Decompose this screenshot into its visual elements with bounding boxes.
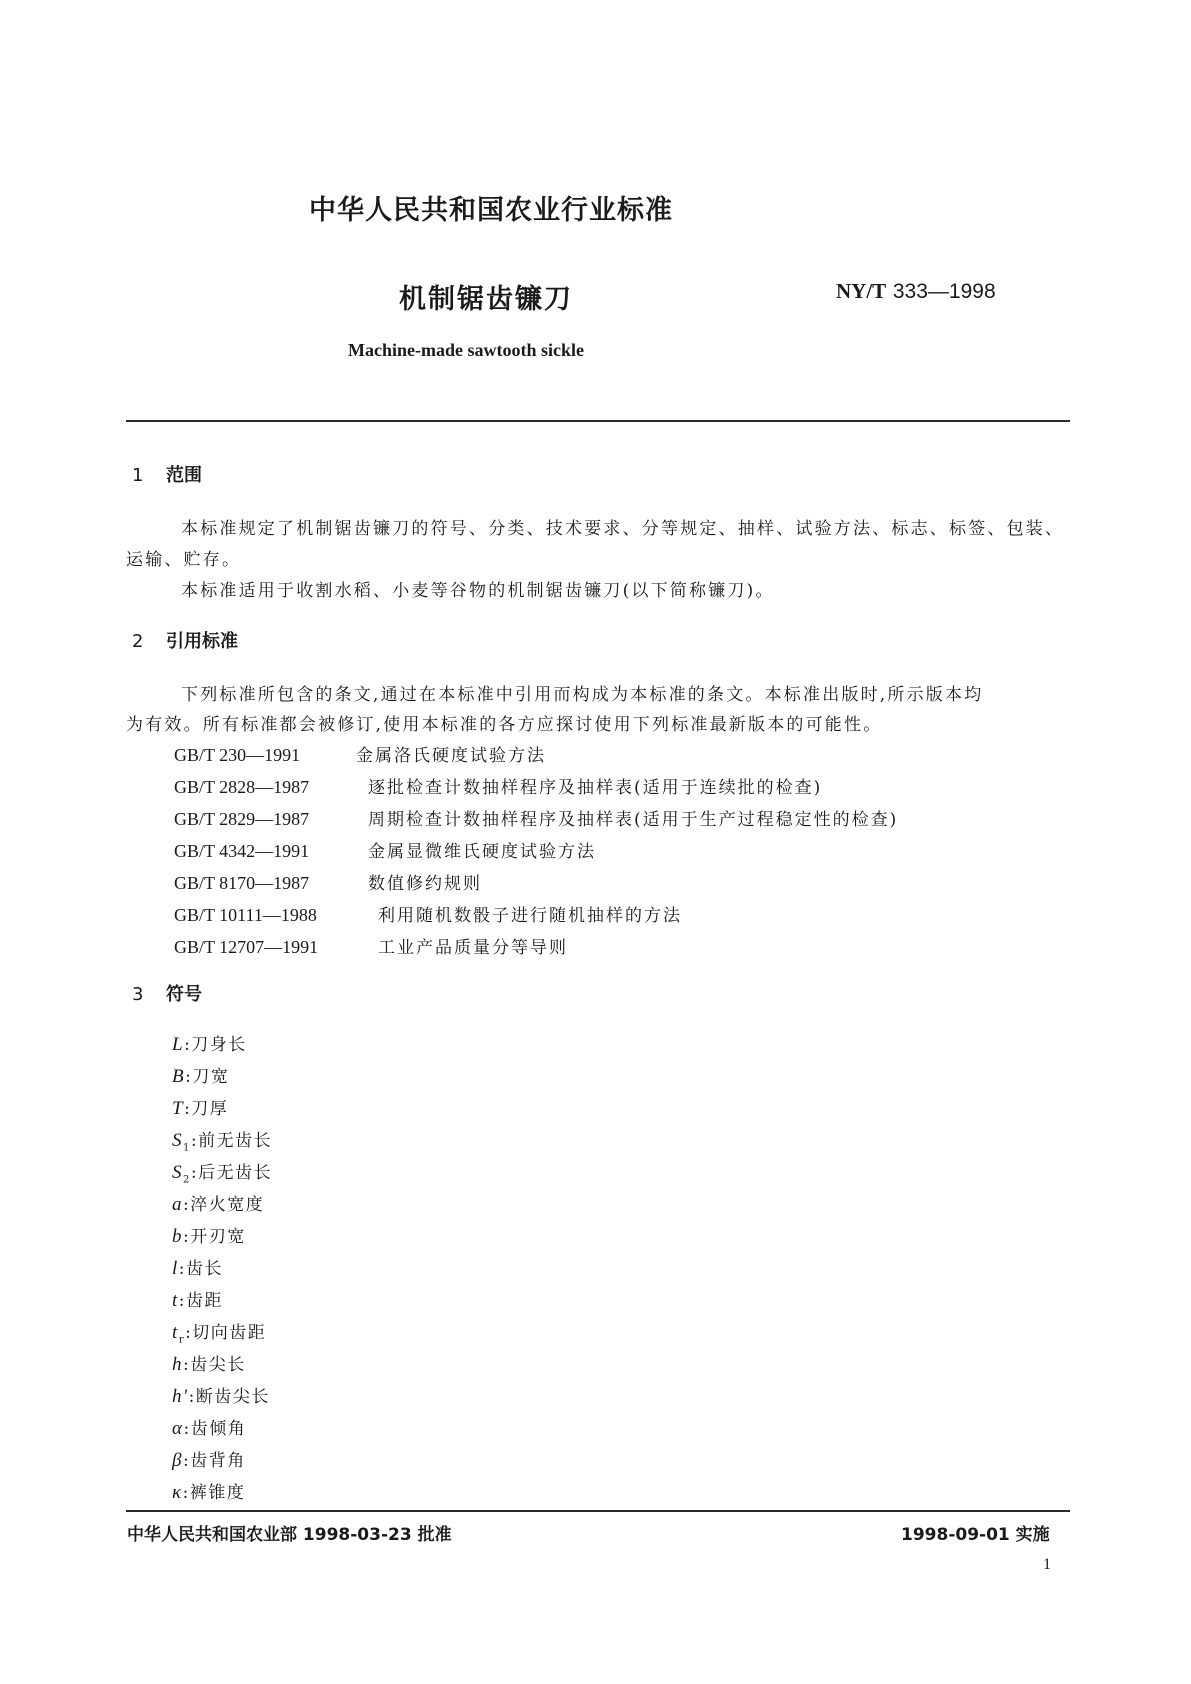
symbol-item — [172, 1030, 247, 1056]
symbol-item — [172, 1094, 228, 1120]
reference-code: GB/T 2828—1987 — [174, 777, 310, 797]
symbol-subscript: 2 — [183, 1174, 191, 1186]
approval-statement: 中华人民共和国农业部 1998-03-23 批准 — [127, 1525, 452, 1545]
symbol-letter: t — [172, 1290, 179, 1311]
reference-item — [174, 933, 568, 958]
standard-org-heading: 中华人民共和国农业行业标准 — [309, 195, 673, 226]
section-title: 引用标准 — [166, 631, 238, 652]
reference-title: 利用随机数骰子进行随机抽样的方法 — [378, 906, 682, 926]
symbol-letter: l — [172, 1258, 179, 1279]
symbol-letter: b — [172, 1226, 183, 1247]
reference-item — [174, 837, 596, 862]
symbol-description: :刀厚 — [184, 1099, 229, 1119]
symbol-item — [172, 1190, 264, 1216]
symbol-letter: κ — [172, 1482, 183, 1503]
symbol-item — [172, 1414, 246, 1440]
symbol-description: :刀身长 — [184, 1035, 247, 1055]
section-1-heading — [132, 461, 202, 487]
symbol-item — [172, 1446, 246, 1472]
symbol-item — [172, 1126, 272, 1153]
page-number: 1 — [1043, 1556, 1051, 1573]
reference-title: 金属洛氏硬度试验方法 — [356, 746, 546, 766]
reference-code: GB/T 10111—1988 — [174, 905, 317, 925]
header-divider — [126, 420, 1070, 422]
symbol-item — [172, 1318, 266, 1345]
document-code-number: 333—1998 — [892, 280, 996, 303]
section-number: 3 — [132, 984, 144, 1005]
symbol-description: :刀宽 — [185, 1067, 230, 1087]
reference-code: GB/T 2829—1987 — [174, 809, 310, 829]
symbol-letter: β — [172, 1450, 183, 1471]
symbol-description: :前无齿长 — [190, 1131, 273, 1151]
document-english-title: Machine-made sawtooth sickle — [348, 340, 584, 360]
references-intro-line-1: 下列标准所包含的条文,通过在本标准中引用而构成为本标准的条文。本标准出版时,所示版本均 — [181, 685, 984, 705]
symbol-description: :裤锥度 — [182, 1483, 246, 1503]
symbol-item — [172, 1062, 229, 1088]
section-title: 范围 — [166, 465, 202, 486]
symbol-description: :开刃宽 — [183, 1227, 246, 1247]
document-title: 机制锯齿镰刀 — [399, 284, 573, 315]
reference-item — [174, 805, 898, 830]
symbol-description: :切向齿距 — [185, 1323, 267, 1343]
scope-paragraph-1-line-1: 本标准规定了机制锯齿镰刀的符号、分类、技术要求、分等规定、抽样、试验方法、标志、标签、包装、 — [181, 519, 1065, 539]
document-code — [836, 279, 996, 304]
symbol-letter: h′ — [172, 1386, 189, 1407]
symbol-letter: L — [172, 1034, 185, 1055]
symbol-description: :齿长 — [178, 1259, 224, 1279]
symbol-letter: B — [172, 1066, 186, 1087]
symbol-subscript: r — [178, 1334, 186, 1346]
scope-paragraph-1-line-2: 运输、贮存。 — [126, 550, 242, 570]
footer-divider — [126, 1510, 1070, 1512]
document-code-prefix: NY/T — [836, 279, 887, 303]
symbol-item — [172, 1222, 246, 1248]
symbol-item — [172, 1382, 270, 1408]
reference-title: 逐批检查计数抽样程序及抽样表(适用于连续批的检查) — [368, 778, 823, 798]
reference-item — [174, 901, 682, 926]
symbol-description: :齿背角 — [182, 1451, 246, 1471]
reference-code: GB/T 8170—1987 — [174, 873, 310, 893]
symbol-item — [172, 1350, 246, 1376]
symbol-item — [172, 1158, 272, 1185]
symbol-description: :齿倾角 — [183, 1419, 247, 1439]
symbol-item — [172, 1478, 245, 1504]
symbol-letter: S — [172, 1162, 183, 1183]
symbol-item — [172, 1286, 223, 1312]
scope-paragraph-2: 本标准适用于收割水稻、小麦等谷物的机制锯齿镰刀(以下简称镰刀)。 — [181, 581, 775, 601]
symbol-description: :断齿尖长 — [188, 1387, 270, 1407]
symbol-item — [172, 1254, 223, 1280]
reference-code: GB/T 4342—1991 — [174, 841, 310, 861]
section-2-heading — [132, 627, 238, 653]
symbol-letter: a — [172, 1194, 183, 1215]
symbol-description: :后无齿长 — [190, 1163, 273, 1183]
reference-item — [174, 869, 482, 894]
reference-title: 工业产品质量分等导则 — [378, 938, 568, 958]
symbol-letter: t — [172, 1322, 179, 1343]
reference-title: 周期检查计数抽样程序及抽样表(适用于生产过程稳定性的检查) — [368, 810, 899, 830]
symbol-letter: S — [172, 1130, 183, 1151]
section-number: 2 — [132, 631, 144, 652]
reference-title: 金属显微维氏硬度试验方法 — [368, 842, 596, 862]
symbol-description: :齿距 — [178, 1291, 224, 1311]
section-number: 1 — [132, 465, 144, 486]
section-title: 符号 — [166, 984, 202, 1005]
section-3-heading — [132, 980, 202, 1006]
symbol-letter: α — [172, 1418, 184, 1439]
reference-code: GB/T 230—1991 — [174, 745, 301, 765]
effective-date: 1998-09-01 实施 — [901, 1525, 1050, 1545]
reference-title: 数值修约规则 — [368, 874, 482, 894]
symbol-letter: T — [172, 1098, 185, 1119]
reference-item — [174, 773, 822, 798]
symbol-subscript: 1 — [183, 1142, 191, 1154]
symbol-description: :齿尖长 — [183, 1355, 246, 1375]
references-intro-line-2: 为有效。所有标准都会被修订,使用本标准的各方应探讨使用下列标准最新版本的可能性。 — [126, 715, 883, 735]
reference-item — [174, 741, 546, 766]
symbol-letter: h — [172, 1354, 183, 1375]
symbol-description: :淬火宽度 — [183, 1195, 265, 1215]
reference-code: GB/T 12707—1991 — [174, 937, 319, 957]
